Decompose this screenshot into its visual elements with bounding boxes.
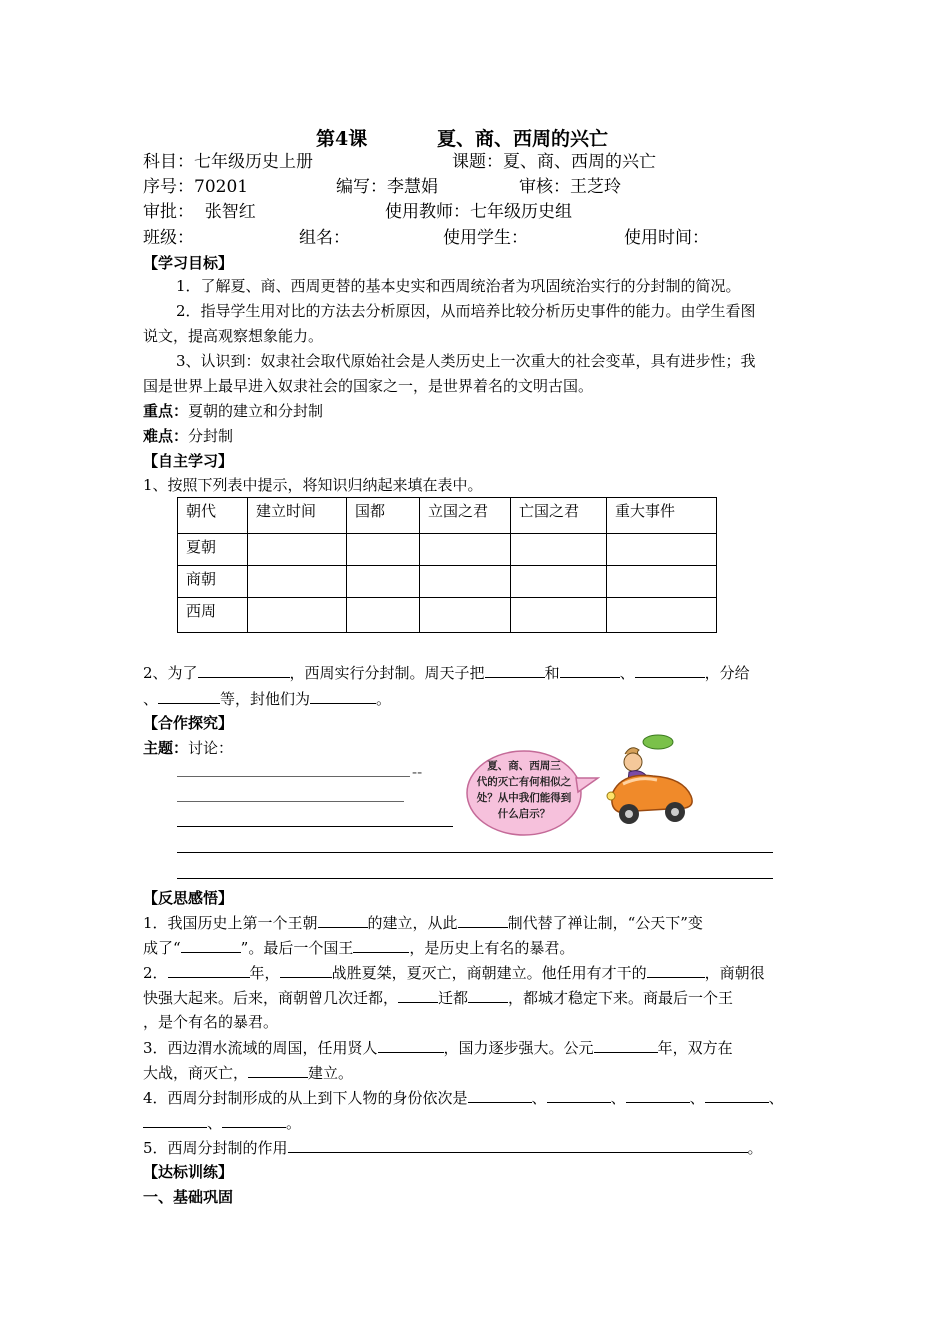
blank[interactable]	[310, 688, 376, 704]
cartoon-car-illustration	[603, 732, 703, 830]
blank[interactable]	[705, 1087, 769, 1103]
answer-line[interactable]	[177, 776, 410, 777]
blank[interactable]	[458, 912, 508, 928]
meta-group: 组名：	[299, 228, 350, 248]
reflect-text: 的建立，从此	[367, 914, 458, 932]
reflect-q4-line1	[143, 1087, 784, 1108]
reflect-heading: 【反思感悟】	[143, 889, 234, 907]
key-point-text: 夏朝的建立和分封制	[188, 402, 324, 420]
table-cell[interactable]	[347, 566, 420, 598]
reflect-text: 、	[531, 1089, 547, 1107]
reflect-text: 、	[610, 1089, 626, 1107]
reflect-text: 迁都	[438, 989, 469, 1007]
table-header: 国都	[347, 498, 420, 534]
table-cell[interactable]	[420, 598, 511, 633]
table-cell-dynasty: 西周	[178, 598, 248, 633]
training-heading: 【达标训练】	[143, 1163, 234, 1181]
reflect-q5	[143, 1137, 763, 1158]
reflect-q1-line1	[143, 912, 703, 933]
reflect-q2-line2	[143, 987, 733, 1008]
table-row	[178, 566, 717, 598]
meta-subject: 科目：七年级历史上册	[143, 152, 313, 172]
bubble-line: 代的灭亡有何相似之	[476, 776, 572, 788]
objective-2b: 说文，提高观察想象能力。	[143, 327, 324, 345]
bubble-text	[464, 758, 584, 822]
objective-2a: 2．指导学生用对比的方法去分析原因，从而培养比较分析历史事件的能力。由学生看图	[176, 302, 756, 320]
meta-reviewer: 审核：王芝玲	[519, 177, 621, 197]
self-study-q2-line1	[143, 662, 750, 683]
meta-student: 使用学生：	[443, 228, 528, 248]
reflect-text: 制代替了禅让制，“公天下”变	[507, 914, 703, 932]
table-header: 建立时间	[248, 498, 347, 534]
blank[interactable]	[468, 1087, 532, 1103]
answer-line[interactable]	[177, 852, 773, 853]
meta-serial: 序号：70201	[143, 177, 249, 197]
coop-topic	[143, 738, 233, 758]
blank[interactable]	[547, 1087, 611, 1103]
reflect-text: 战胜夏桀，夏灭亡，商朝建立。他任用有才干的	[331, 964, 647, 982]
q2-text: 2、为了	[143, 664, 198, 682]
bubble-line: 夏、商、西周三	[487, 760, 561, 772]
reflect-text: ，是个有名的暴君。	[143, 1013, 279, 1031]
table-row	[178, 598, 717, 633]
answer-line[interactable]	[177, 801, 404, 802]
table-cell[interactable]	[511, 534, 607, 566]
blank[interactable]	[378, 1037, 444, 1053]
blank[interactable]	[143, 1112, 207, 1128]
blank[interactable]	[168, 962, 250, 978]
reflect-q3-line1	[143, 1037, 733, 1058]
objective-1: 1．了解夏、商、西周更替的基本史实和西周统治者为巩固统治实行的分封制的简况。	[176, 277, 741, 295]
q2-text: 、	[619, 664, 635, 682]
key-point-label: 重点：	[143, 402, 189, 420]
blank[interactable]	[181, 937, 241, 953]
reflect-q4-line2	[143, 1112, 301, 1133]
reflect-text: 建立。	[308, 1064, 354, 1082]
page-title: 夏、商、西周的兴亡	[437, 128, 609, 150]
blank[interactable]	[635, 662, 705, 678]
difficult-point	[143, 426, 233, 446]
training-subheading: 一、基础巩固	[143, 1188, 234, 1206]
reflect-text: 2．	[143, 964, 168, 982]
self-study-q1: 1、按照下列表中提示，将知识归纳起来填在表中。	[143, 476, 483, 494]
blank[interactable]	[198, 662, 290, 678]
table-cell[interactable]	[420, 534, 511, 566]
reflect-text: 。	[286, 1114, 302, 1132]
reflect-text: ，国力逐步强大。公元	[443, 1039, 594, 1057]
table-cell[interactable]	[248, 566, 347, 598]
meta-author: 编写：李慧娟	[336, 177, 438, 197]
reflect-text: 年，双方在	[657, 1039, 733, 1057]
reflect-text: ，都城才稳定下来。商最后一个王	[508, 989, 734, 1007]
blank[interactable]	[158, 688, 220, 704]
reflect-text: 、	[207, 1114, 223, 1132]
blank[interactable]	[248, 1062, 308, 1078]
reflect-text: 、	[689, 1089, 705, 1107]
dynasty-table	[177, 497, 717, 633]
reflect-text: 年，	[249, 964, 280, 982]
reflect-text: 、	[768, 1089, 784, 1107]
meta-teacher: 使用教师：七年级历史组	[385, 202, 572, 222]
reflect-text: 5．西周分封制的作用	[143, 1139, 288, 1157]
reflect-q1-line2	[143, 937, 574, 958]
blank[interactable]	[594, 1037, 658, 1053]
reflect-text: 成了“	[143, 939, 181, 957]
table-cell[interactable]	[248, 598, 347, 633]
blank[interactable]	[288, 1137, 748, 1153]
reflect-text: ，商朝很	[704, 964, 765, 982]
bubble-line: 处？从中我们能得到	[476, 792, 572, 804]
coop-heading: 【合作探究】	[143, 714, 234, 732]
table-header: 重大事件	[607, 498, 717, 534]
table-cell-dynasty: 商朝	[178, 566, 248, 598]
coop-topic-text: 讨论：	[188, 739, 234, 757]
reflect-q2-line3	[143, 1012, 278, 1032]
blank[interactable]	[485, 662, 545, 678]
blank[interactable]	[398, 987, 438, 1003]
table-header: 立国之君	[420, 498, 511, 534]
lesson-number: 第4课	[316, 128, 368, 150]
q2-text: 等，封他们为	[220, 690, 311, 708]
q2-text: 、	[143, 690, 159, 708]
table-cell[interactable]	[347, 598, 420, 633]
objectives-heading: 【学习目标】	[143, 254, 234, 272]
objective-3a: 3、认识到：奴隶社会取代原始社会是人类历史上一次重大的社会变革，具有进步性；我	[176, 352, 756, 370]
reflect-text: 。	[747, 1139, 763, 1157]
key-point	[143, 401, 323, 421]
table-header: 亡国之君	[511, 498, 607, 534]
self-study-heading: 【自主学习】	[143, 452, 234, 470]
meta-topic: 课题：夏、商、西周的兴亡	[452, 152, 656, 172]
meta-time: 使用时间：	[624, 228, 709, 248]
reflect-q2-line1	[143, 962, 765, 983]
reflect-text: 快强大起来。后来，商朝曾几次迁都，	[143, 989, 399, 1007]
reflect-text: ，是历史上有名的暴君。	[409, 939, 575, 957]
reflect-text: 大战，商灭亡，	[143, 1064, 249, 1082]
meta-approver: 审批： 张智红	[143, 202, 256, 222]
difficult-point-text: 分封制	[188, 427, 234, 445]
table-cell[interactable]	[607, 534, 717, 566]
answer-line[interactable]	[177, 826, 453, 827]
blank[interactable]	[626, 1087, 690, 1103]
table-cell-dynasty: 夏朝	[178, 534, 248, 566]
answer-line[interactable]	[177, 878, 773, 879]
meta-class: 班级：	[143, 228, 194, 248]
reflect-q3-line2	[143, 1062, 353, 1083]
answer-line-dashes: --	[412, 763, 423, 781]
table-header-row	[178, 498, 717, 534]
blank[interactable]	[318, 912, 368, 928]
blank[interactable]	[468, 987, 508, 1003]
table-header: 朝代	[178, 498, 248, 534]
q2-text: 和	[544, 664, 560, 682]
table-cell[interactable]	[347, 534, 420, 566]
reflect-text: 4．西周分封制形成的从上到下人物的身份依次是	[143, 1089, 468, 1107]
blank[interactable]	[647, 962, 705, 978]
reflect-text: 3．西边渭水流域的周国，任用贤人	[143, 1039, 378, 1057]
reflect-text: ”。最后一个国王	[240, 939, 354, 957]
bubble-line: 什么启示？	[497, 808, 551, 820]
q2-text: ，西周实行分封制。周天子把	[289, 664, 485, 682]
table-cell[interactable]	[607, 598, 717, 633]
table-cell[interactable]	[420, 566, 511, 598]
blank[interactable]	[560, 662, 620, 678]
table-cell[interactable]	[607, 566, 717, 598]
q2-text: 。	[376, 690, 392, 708]
q2-text: ，分给	[704, 664, 750, 682]
table-cell[interactable]	[248, 534, 347, 566]
objective-3b: 国是世界上最早进入奴隶社会的国家之一，是世界着名的文明古国。	[143, 377, 594, 395]
table-cell[interactable]	[511, 598, 607, 633]
difficult-point-label: 难点：	[143, 427, 189, 445]
reflect-text: 1．我国历史上第一个王朝	[143, 914, 318, 932]
self-study-q2-line2	[143, 688, 391, 709]
blank[interactable]	[353, 937, 409, 953]
blank[interactable]	[280, 962, 332, 978]
blank[interactable]	[222, 1112, 286, 1128]
coop-topic-label: 主题：	[143, 739, 189, 757]
table-cell[interactable]	[511, 566, 607, 598]
table-row	[178, 534, 717, 566]
